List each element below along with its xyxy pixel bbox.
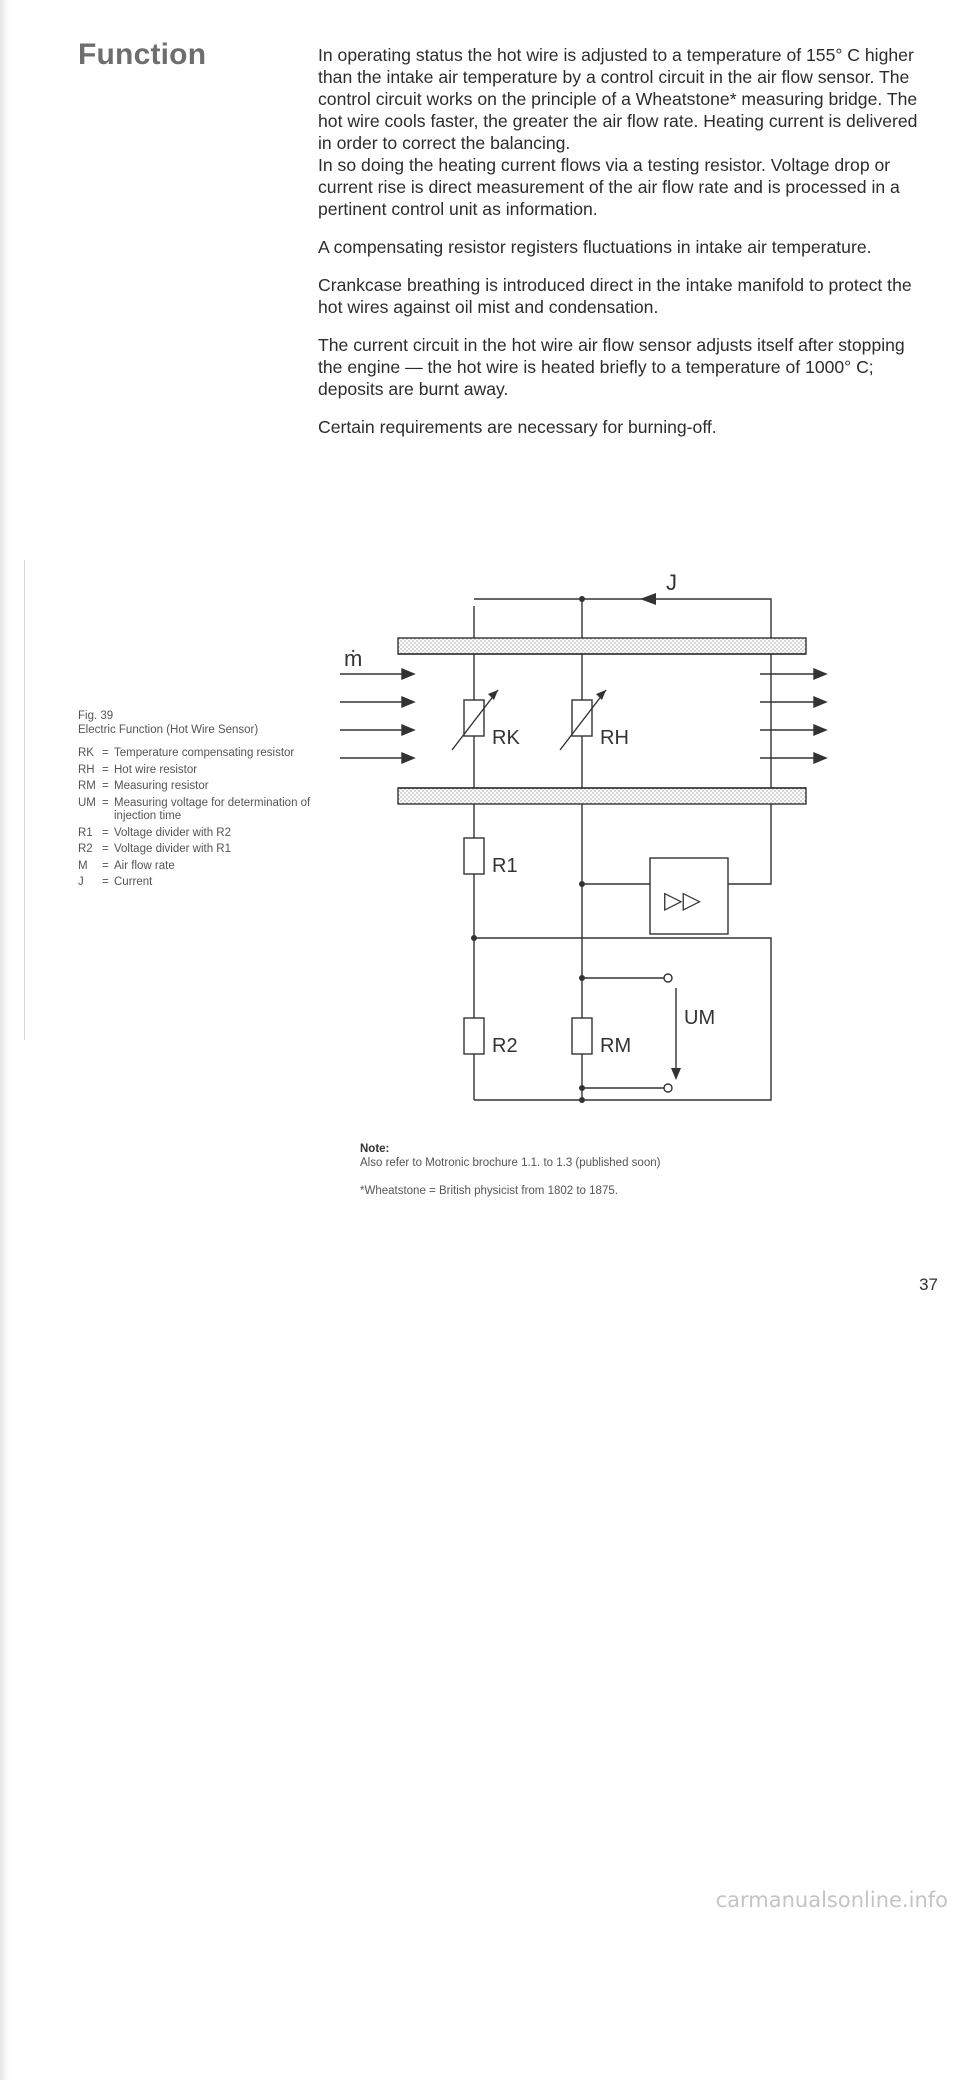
wire-bottom-loop xyxy=(474,938,771,1100)
label-rk: RK xyxy=(492,727,520,749)
legend-item xyxy=(78,797,318,824)
legend-description: Air flow rate xyxy=(114,859,175,872)
node-top xyxy=(579,596,585,602)
body-text xyxy=(318,44,928,454)
resistor-r1 xyxy=(464,838,484,874)
legend-item xyxy=(78,780,318,794)
resistor-r2 xyxy=(464,1018,484,1054)
page-number: 37 xyxy=(919,1275,938,1294)
rh-arrowhead xyxy=(596,690,606,700)
note-label: Note: xyxy=(360,1143,390,1155)
legend-symbol: RH xyxy=(78,763,95,776)
legend-equals: = xyxy=(102,763,109,776)
legend-symbol: R1 xyxy=(78,826,93,839)
legend-item xyxy=(78,764,318,778)
legend-description: Current xyxy=(114,876,153,888)
airflow-arrow-in-head xyxy=(402,725,414,735)
paragraph-1 xyxy=(318,44,928,220)
legend-description: Voltage divider with R1 xyxy=(114,843,231,855)
wire-amp-to-right xyxy=(728,804,771,884)
paragraph-2: A compensating resistor registers fluctuations in intake air temperature. xyxy=(318,237,872,257)
paragraph-1-line-a: In operating status the hot wire is adjusted to a temperature of 155° C higher than the intake air temperature by a control circuit in the air flow sensor. The control circuit works on the principle of a Wheatstone* measuring bridge. The hot wire cools faster, the greater the air flow rate. Heating current is delivered in order to correct the balancing. xyxy=(318,45,918,153)
current-wire-top-line xyxy=(474,599,771,638)
legend-item xyxy=(78,827,318,841)
legend-symbol: UM xyxy=(78,796,96,809)
legend-equals: = xyxy=(102,747,109,759)
rk-arrowhead xyxy=(488,690,498,700)
legend-equals: = xyxy=(102,826,109,839)
airflow-arrow-in-head xyxy=(402,669,414,679)
label-r2: R2 xyxy=(492,1035,518,1057)
airflow-arrow-in-head xyxy=(402,697,414,707)
circuit-diagram xyxy=(340,568,840,1108)
um-arrowhead xyxy=(671,1068,681,1080)
note-text: Also refer to Motronic brochure 1.1. to 1.3 (published soon) xyxy=(360,1157,661,1169)
label-current: J xyxy=(666,570,677,595)
paragraph-5: Certain requirements are necessary for burning-off. xyxy=(318,417,717,437)
footnote: *Wheatstone = British physicist from 1802 to 1875. xyxy=(360,1185,618,1197)
label-um: UM xyxy=(684,1007,716,1029)
terminal-um-bottom xyxy=(664,1084,672,1092)
legend-description: Voltage divider with R2 xyxy=(114,826,231,839)
label-air-flow: ṁ xyxy=(344,646,363,671)
legend-item xyxy=(78,747,318,761)
label-rm: RM xyxy=(600,1035,632,1057)
legend-symbol: RM xyxy=(78,780,96,792)
paragraph-4: The current circuit in the hot wire air flow sensor adjusts itself after stopping the engine — the hot wire is heated briefly to a temperature of 1000° C; deposits are burnt away. xyxy=(318,335,905,399)
legend-description: Hot wire resistor xyxy=(114,763,198,776)
page-edge-line xyxy=(24,560,25,1040)
paragraph-1-line-b: In so doing the heating current flows via a testing resistor. Voltage drop or current rise is direct measurement of the air flow rate and is processed in a pertinent control unit as information. xyxy=(318,155,900,219)
legend-description: Measuring resistor xyxy=(114,780,209,792)
airflow-arrow-out-head xyxy=(814,669,826,679)
legend-description: Measuring voltage for determination of injection time xyxy=(114,796,311,822)
page-title: Function xyxy=(78,38,207,71)
duct-top-wall xyxy=(398,638,806,654)
legend-equals: = xyxy=(102,843,109,855)
figure-caption xyxy=(78,710,318,893)
label-r1: R1 xyxy=(492,855,518,877)
watermark: carmanualsonline.info xyxy=(715,1888,948,1912)
legend-item xyxy=(78,843,318,857)
page-edge-shadow xyxy=(0,0,10,2080)
terminal-um-top xyxy=(664,974,672,982)
legend-equals: = xyxy=(102,859,109,872)
figure-title: Electric Function (Hot Wire Sensor) xyxy=(78,723,259,736)
resistor-rm xyxy=(572,1018,592,1054)
legend-symbol: M xyxy=(78,859,88,872)
node-r1 xyxy=(471,935,477,941)
legend-equals: = xyxy=(102,876,109,888)
note xyxy=(360,1142,920,1170)
legend-symbol: R2 xyxy=(78,843,93,855)
amplifier-symbol: ▷▷ xyxy=(664,887,701,914)
figure-legend xyxy=(78,747,318,890)
airflow-arrow-out-head xyxy=(814,725,826,735)
legend-symbol: RK xyxy=(78,747,94,759)
node-um-top xyxy=(579,975,585,981)
figure-number: Fig. 39 xyxy=(78,710,114,722)
legend-equals: = xyxy=(102,796,109,809)
node-bottom xyxy=(579,1097,585,1103)
airflow-arrow-out-head xyxy=(814,697,826,707)
legend-description: Temperature compensating resistor xyxy=(114,747,295,759)
airflow-arrow-out-head xyxy=(814,753,826,763)
paragraph-3: Crankcase breathing is introduced direct in the intake manifold to protect the hot wires against oil mist and condensation. xyxy=(318,275,912,317)
legend-symbol: J xyxy=(78,876,84,888)
legend-equals: = xyxy=(102,780,109,792)
current-arrowhead xyxy=(640,593,656,605)
legend-item xyxy=(78,860,318,874)
duct-bottom-wall xyxy=(398,788,806,804)
label-rh: RH xyxy=(600,727,629,749)
node-rh-amp xyxy=(579,881,585,887)
airflow-arrow-in-head xyxy=(402,753,414,763)
legend-item xyxy=(78,876,318,890)
node-um-bottom xyxy=(579,1085,585,1091)
